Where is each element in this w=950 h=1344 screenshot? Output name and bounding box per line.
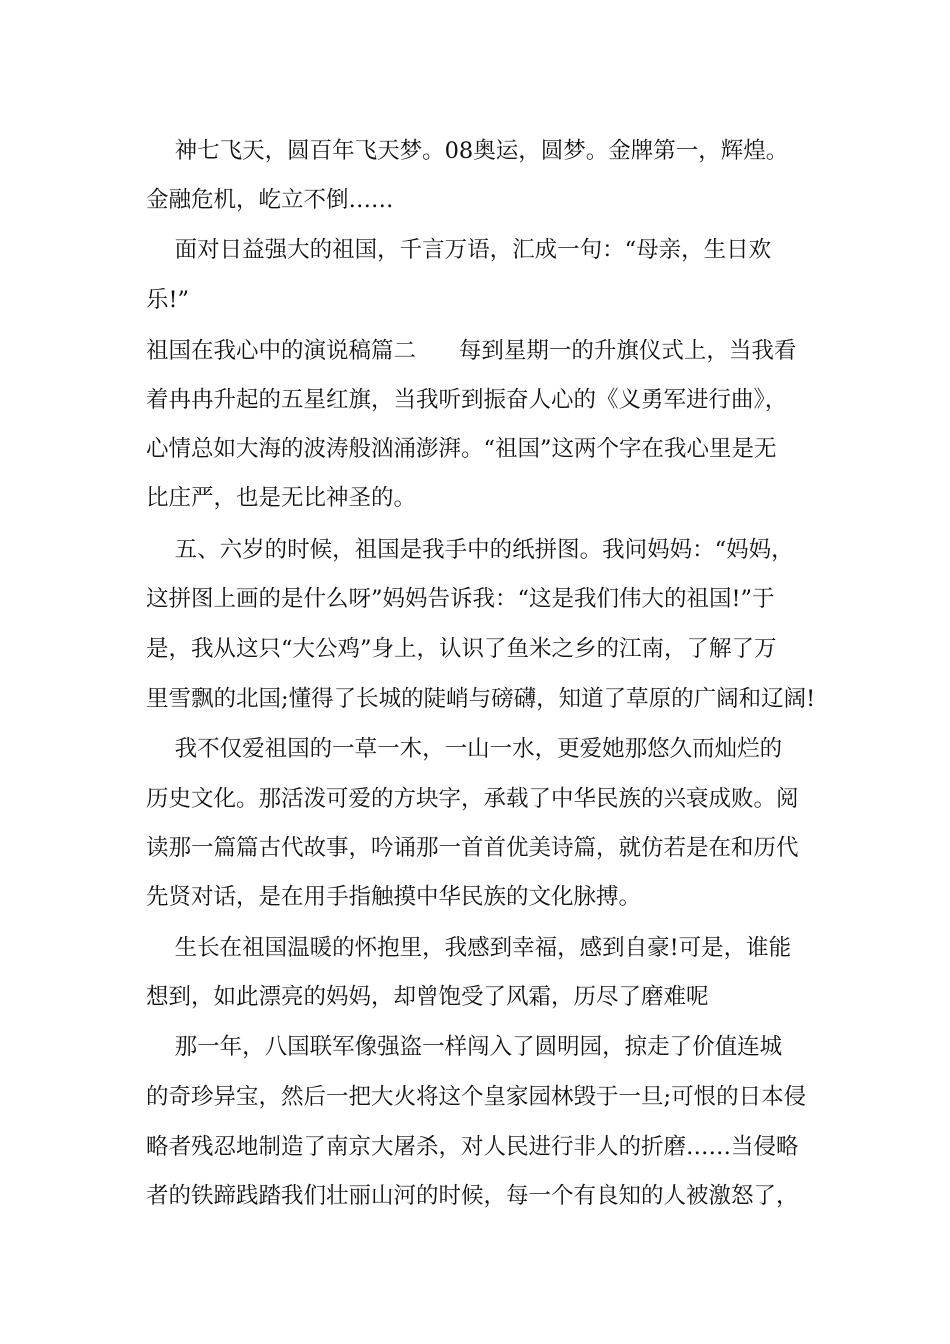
- text-line: 生长在祖国温暖的怀抱里，我感到幸福，感到自豪!可是，谁能: [146, 935, 792, 961]
- text-line: 先贤对话，是在用手指触摸中华民族的文化脉搏。: [146, 884, 642, 910]
- text-line: 比庄严，也是无比神圣的。: [146, 485, 417, 511]
- text-line: 历史文化。那活泼可爱的方块字，承载了中华民族的兴衰成败。阅: [146, 786, 799, 812]
- text-line: 的奇珍异宝，然后一把大火将这个皇家园林毁于一旦;可恨的日本侵: [146, 1084, 807, 1110]
- text-line: 略者残忍地制造了南京大屠杀，对人民进行非人的折磨……当侵略: [146, 1134, 799, 1160]
- text-line: 这拼图上画的是什么呀”妈妈告诉我：“这是我们伟大的祖国!”于: [146, 586, 775, 612]
- text-line: 想到，如此漂亮的妈妈，却曾饱受了风霜，历尽了磨难呢: [146, 984, 709, 1010]
- text-line: 面对日益强大的祖国，千言万语，汇成一句：“母亲，生日欢: [146, 237, 772, 263]
- text-line: 我不仅爱祖国的一草一木，一山一水，更爱她那悠久而灿烂的: [146, 736, 783, 762]
- text-line: 心情总如大海的波涛般汹涌澎湃。“祖国”这两个字在我心里是无: [146, 436, 777, 462]
- text-line: 神七飞天，圆百年飞天梦。08奥运，圆梦。金牌第一，辉煌。: [146, 138, 789, 164]
- text-line: 者的铁蹄践踏我们壮丽山河的时候，每一个有良知的人被激怒了，: [146, 1183, 799, 1209]
- text-line: 读那一篇篇古代故事，吟诵那一首首优美诗篇，就仿若是在和历代: [146, 835, 799, 861]
- text-line: 五、六岁的时候，祖国是我手中的纸拼图。我问妈妈：“妈妈，: [146, 537, 794, 563]
- text-line: 乐!”: [146, 287, 190, 313]
- text-line: 祖国在我心中的演说稿篇二 每到星期一的升旗仪式上，当我看: [146, 338, 797, 364]
- text-line: 里雪飘的北国;懂得了长城的陡峭与磅礴，知道了草原的广阔和辽阔!: [146, 686, 816, 712]
- text-line: 是，我从这只“大公鸡”身上，认识了鱼米之乡的江南，了解了万: [146, 636, 777, 662]
- text-line: 那一年，八国联军像强盗一样闯入了圆明园，掠走了价值连城: [146, 1034, 783, 1060]
- text-line: 金融危机，屹立不倒……: [146, 187, 394, 213]
- text-line: 着冉冉升起的五星红旗，当我听到振奋人心的《义勇军进行曲》，: [146, 387, 788, 413]
